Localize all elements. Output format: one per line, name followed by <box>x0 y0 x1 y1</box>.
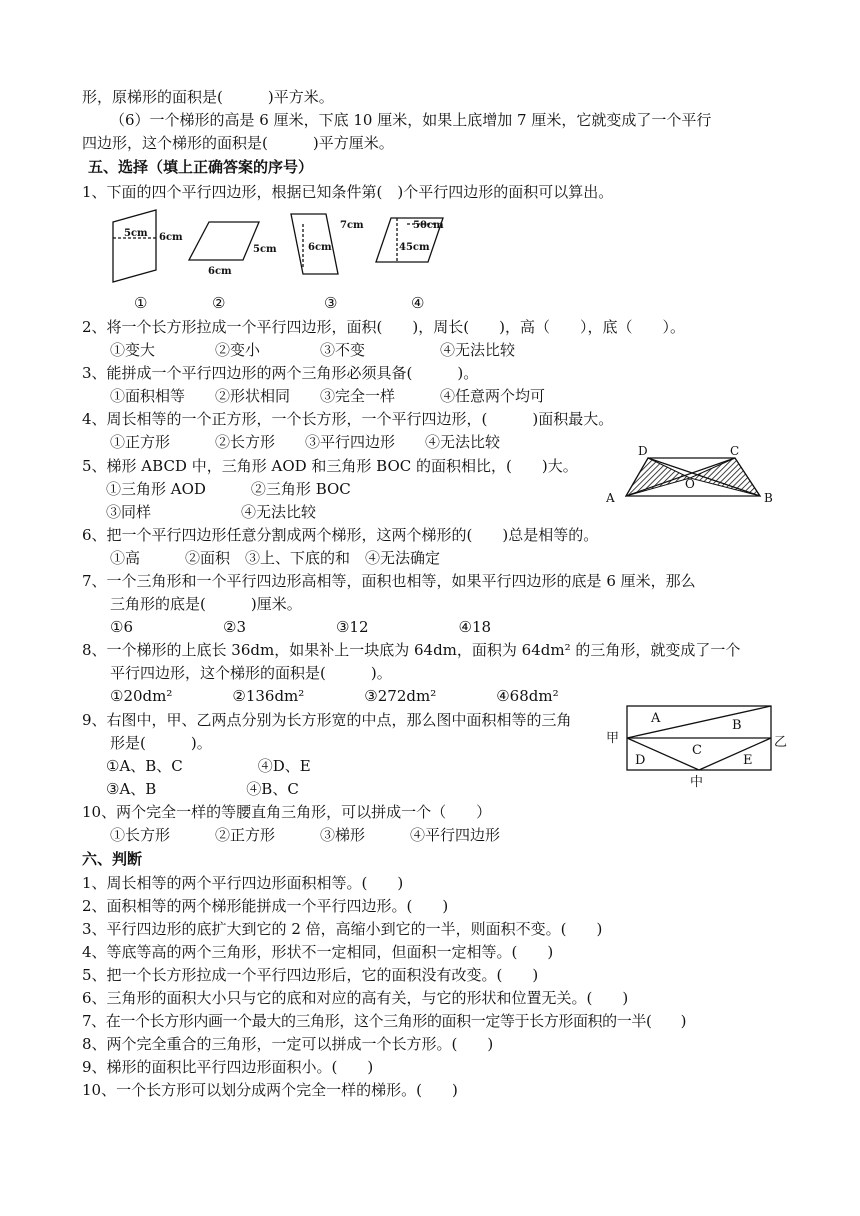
option-label: ② <box>212 294 226 312</box>
trapezoid-figure <box>598 440 788 510</box>
fig2-label-side: 5cm <box>253 244 277 255</box>
fig3-label-mid: 6cm <box>308 242 332 253</box>
vertex-label-O: O <box>685 477 695 491</box>
question-line: 2、将一个长方形拉成一个平行四边形，面积( )，周长( )，高（ ），底（ ）。 <box>82 318 685 336</box>
point-label-jia: 甲 <box>606 731 620 746</box>
fig1-label-top: 5cm <box>124 228 148 239</box>
options-line: ①长方形 ②正方形 ③梯形 ④平行四边形 <box>110 826 501 844</box>
options-line: ①变大 ②变小 ③不变 ④无法比较 <box>110 341 516 359</box>
region-label-E: E <box>743 753 753 768</box>
question-line: 8、一个梯形的上底长 36dm，如果补上一块底为 64dm，面积为 64dm² 的三角形，就变成了一个 <box>82 641 741 659</box>
options-line: ①A、B、C ④D、E <box>106 757 311 775</box>
judge-line: 1、周长相等的两个平行四边形面积相等。( ) <box>82 874 404 892</box>
question-line: 形是( )。 <box>110 734 212 752</box>
question-line: 平行四边形，这个梯形的面积是( )。 <box>110 664 392 682</box>
judge-line: 9、梯形的面积比平行四边形面积小。( ) <box>82 1058 374 1076</box>
question-line: 4、周长相等的一个正方形，一个长方形，一个平行四边形，( )面积最大。 <box>82 410 614 428</box>
options-line: ③A、B ④B、C <box>106 780 299 798</box>
options-line: ①20dm² ②136dm² ③272dm² ④68dm² <box>110 687 559 705</box>
text-line: 形，原梯形的面积是( )平方米。 <box>82 88 334 106</box>
question-line: 6、把一个平行四边形任意分割成两个梯形，这两个梯形的( )总是相等的。 <box>82 526 599 544</box>
question-line: 9、右图中，甲、乙两点分别为长方形宽的中点，那么图中面积相等的三角 <box>82 711 572 729</box>
fig2-label-bottom: 6cm <box>208 266 232 277</box>
point-label-zhong: 中 <box>690 775 704 790</box>
section-heading: 六、判断 <box>82 850 143 868</box>
fig1-label-side: 6cm <box>159 232 183 243</box>
question-line: 5、梯形 ABCD 中，三角形 AOD 和三角形 BOC 的面积相比，( )大。 <box>82 457 578 475</box>
option-label: ③ <box>324 294 338 312</box>
options-line: ①三角形 AOD ②三角形 BOC <box>106 480 351 498</box>
vertex-label-A: A <box>606 491 615 505</box>
question-line: 三角形的底是( )厘米。 <box>110 595 302 613</box>
vertex-label-B: B <box>764 491 773 505</box>
question-line: 10、两个完全一样的等腰直角三角形，可以拼成一个（ ） <box>82 803 492 821</box>
text-line: 四边形，这个梯形的面积是( )平方厘米。 <box>82 134 394 152</box>
region-label-C: C <box>692 743 702 758</box>
region-label-A: A <box>651 711 661 726</box>
text-line: （6）一个梯形的高是 6 厘米，下底 10 厘米，如果上底增加 7 厘米，它就变成了一个平行 <box>110 111 712 129</box>
question-line: 7、一个三角形和一个平行四边形高相等，面积也相等，如果平行四边形的底是 6 厘米，那么 <box>82 572 696 590</box>
question-line: 3、能拼成一个平行四边形的两个三角形必须具备( )。 <box>82 364 479 382</box>
judge-line: 8、两个完全重合的三角形，一定可以拼成一个长方形。( ) <box>82 1035 494 1053</box>
vertex-label-C: C <box>730 444 740 458</box>
judge-line: 3、平行四边形的底扩大到它的 2 倍，高缩小到它的一半，则面积不变。( ) <box>82 920 603 938</box>
judge-line: 10、一个长方形可以划分成两个完全一样的梯形。( ) <box>82 1081 458 1099</box>
options-line: ①面积相等 ②形状相同 ③完全一样 ④任意两个均可 <box>110 387 546 405</box>
section-heading: 五、选择（填上正确答案的序号） <box>88 158 314 176</box>
fig4-label-mid: 45cm <box>399 242 430 253</box>
judge-line: 6、三角形的面积大小只与它的底和对应的高有关，与它的形状和位置无关。( ) <box>82 989 629 1007</box>
question-line: 1、下面的四个平行四边形，根据已知条件第( )个平行四边形的面积可以算出。 <box>82 183 614 201</box>
fig4-label-top: 50cm <box>413 220 444 231</box>
options-line: ③同样 ④无法比较 <box>106 503 317 521</box>
option-label: ④ <box>411 294 425 312</box>
fig3-label-top: 7cm <box>340 220 364 231</box>
options-line: ①6 ②3 ③12 ④18 <box>110 618 492 636</box>
options-line: ①高 ②面积 ③上、下底的和 ④无法确定 <box>110 549 441 567</box>
judge-line: 7、在一个长方形内画一个最大的三角形，这个三角形的面积一定等于长方形面积的一半( ) <box>82 1012 687 1030</box>
parallelogram-figures <box>100 208 450 290</box>
options-line: ①正方形 ②长方形 ③平行四边形 ④无法比较 <box>110 433 501 451</box>
region-label-B: B <box>732 718 742 733</box>
judge-line: 5、把一个长方形拉成一个平行四边形后，它的面积没有改变。( ) <box>82 966 539 984</box>
rectangle-figure <box>604 702 794 794</box>
judge-line: 2、面积相等的两个梯形能拼成一个平行四边形。( ) <box>82 897 449 915</box>
point-label-yi: 乙 <box>774 735 788 750</box>
region-label-D: D <box>635 753 646 768</box>
option-label: ① <box>134 294 148 312</box>
vertex-label-D: D <box>638 444 648 458</box>
judge-line: 4、等底等高的两个三角形，形状不一定相同，但面积一定相等。( ) <box>82 943 554 961</box>
